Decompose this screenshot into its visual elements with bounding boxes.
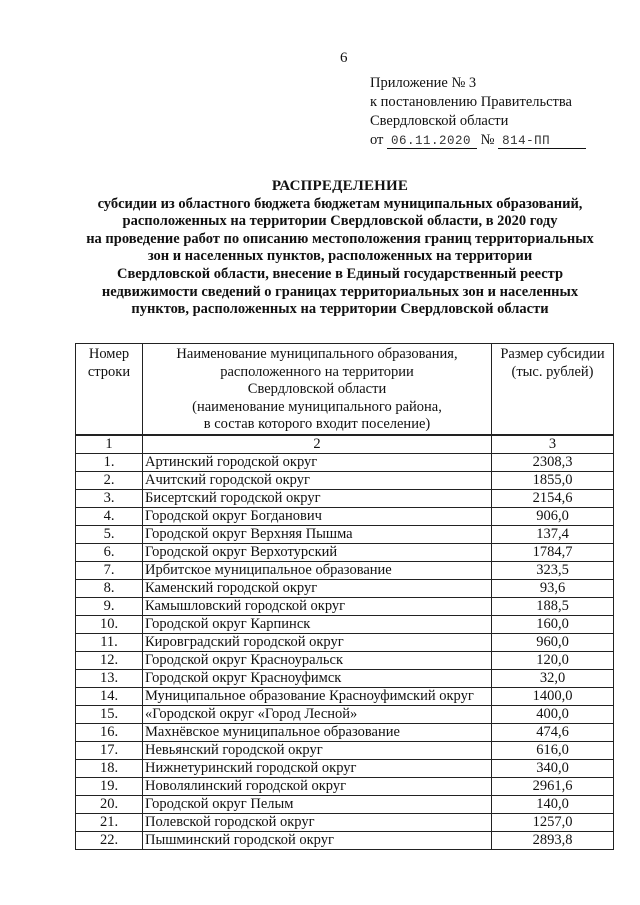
municipality-name: Артинский городской округ: [143, 453, 492, 471]
row-number: 11.: [76, 633, 143, 651]
table-row: [76, 813, 614, 831]
header-text: Наименование муниципального образования,: [176, 346, 458, 362]
municipality-name: Новолялинский городской округ: [143, 777, 492, 795]
table-row: [76, 615, 614, 633]
page-number: 6: [340, 50, 348, 66]
distribution-table: [75, 343, 614, 850]
header-municipality-name: [143, 344, 492, 435]
municipality-name: Полевской городской округ: [143, 813, 492, 831]
table-row: [76, 471, 614, 489]
row-number: 9.: [76, 597, 143, 615]
row-number: 2.: [76, 471, 143, 489]
subsidy-amount: 474,6: [492, 723, 614, 741]
appendix-region: Свердловской области: [370, 113, 509, 129]
table-header-row: [76, 344, 614, 435]
resolution-number: 814-ПП: [498, 134, 586, 149]
column-index: 2: [143, 435, 492, 454]
municipality-name: Пышминский городской округ: [143, 831, 492, 849]
appendix-reference: к постановлению Правительства: [370, 94, 572, 110]
row-number: 4.: [76, 507, 143, 525]
municipality-name: Городской округ Верхотурский: [143, 543, 492, 561]
table-row: [76, 741, 614, 759]
subsidy-amount: 2893,8: [492, 831, 614, 849]
municipality-name: Городской округ Красноуфимск: [143, 669, 492, 687]
date-prefix: от: [370, 132, 384, 148]
municipality-name: Каменский городской округ: [143, 579, 492, 597]
municipality-name: «Городской округ «Город Лесной»: [143, 705, 492, 723]
row-number: 5.: [76, 525, 143, 543]
municipality-name: Нижнетуринский городской округ: [143, 759, 492, 777]
header-text: (тыс. рублей): [511, 363, 594, 380]
row-number: 17.: [76, 741, 143, 759]
header-text: Размер субсидии: [500, 346, 605, 362]
row-number: 22.: [76, 831, 143, 849]
municipality-name: Городской округ Верхняя Пышма: [143, 525, 492, 543]
row-number: 15.: [76, 705, 143, 723]
municipality-name: Ирбитское муниципальное образование: [143, 561, 492, 579]
municipality-name: Невьянский городской округ: [143, 741, 492, 759]
number-prefix: №: [480, 132, 495, 148]
header-row-number: [76, 344, 143, 435]
table-row: [76, 705, 614, 723]
table-row: [76, 525, 614, 543]
table-body: [76, 453, 614, 849]
document-title: [60, 178, 620, 319]
table-row: [76, 759, 614, 777]
subsidy-amount: 1400,0: [492, 687, 614, 705]
table-row: [76, 489, 614, 507]
row-number: 10.: [76, 615, 143, 633]
subsidy-amount: 32,0: [492, 669, 614, 687]
title-line: недвижимости сведений о границах территориальных зон и населенных: [101, 283, 579, 300]
resolution-date: 06.11.2020: [387, 134, 477, 149]
table-row: [76, 651, 614, 669]
row-number: 19.: [76, 777, 143, 795]
municipality-name: Городской округ Карпинск: [143, 615, 492, 633]
table-row: [76, 633, 614, 651]
table-row: [76, 597, 614, 615]
title-line: зон и населенных пунктов, расположенных на территории: [147, 248, 533, 265]
subsidy-amount: 93,6: [492, 579, 614, 597]
table-row: [76, 831, 614, 849]
header-text: в состав которого входит поселение): [203, 416, 431, 432]
subsidy-amount: 960,0: [492, 633, 614, 651]
row-number: 12.: [76, 651, 143, 669]
table-row: [76, 777, 614, 795]
municipality-name: Бисертский городской округ: [143, 489, 492, 507]
row-number: 18.: [76, 759, 143, 777]
row-number: 13.: [76, 669, 143, 687]
municipality-name: Городской округ Богданович: [143, 507, 492, 525]
subsidy-amount: 1784,7: [492, 543, 614, 561]
row-number: 1.: [76, 453, 143, 471]
row-number: 7.: [76, 561, 143, 579]
title-line: субсидии из областного бюджета бюджетам муниципальных образований,: [97, 195, 583, 212]
table-row: [76, 795, 614, 813]
subsidy-amount: 160,0: [492, 615, 614, 633]
subsidy-amount: 1855,0: [492, 471, 614, 489]
row-number: 6.: [76, 543, 143, 561]
municipality-name: Городской округ Красноуральск: [143, 651, 492, 669]
subsidy-amount: 340,0: [492, 759, 614, 777]
subsidy-amount: 616,0: [492, 741, 614, 759]
subsidy-amount: 400,0: [492, 705, 614, 723]
municipality-name: Муниципальное образование Красноуфимский округ: [143, 687, 492, 705]
subsidy-amount: 906,0: [492, 507, 614, 525]
column-index-row: [76, 435, 614, 454]
municipality-name: Махнёвское муниципальное образование: [143, 723, 492, 741]
appendix-title: Приложение № 3: [370, 75, 477, 91]
header-text: (наименование муниципального района,: [192, 398, 442, 415]
table-row: [76, 543, 614, 561]
subsidy-amount: 140,0: [492, 795, 614, 813]
row-number: 21.: [76, 813, 143, 831]
subsidy-amount: 137,4: [492, 525, 614, 543]
row-number: 20.: [76, 795, 143, 813]
header-subsidy-amount: [492, 344, 614, 435]
header-text: строки: [87, 363, 131, 380]
subsidy-amount: 120,0: [492, 651, 614, 669]
table-row: [76, 687, 614, 705]
appendix-date-number: [370, 131, 586, 150]
subsidy-amount: 1257,0: [492, 813, 614, 831]
header-text: Свердловской области: [247, 381, 387, 397]
table-row: [76, 507, 614, 525]
header-text: расположенного на территории: [220, 363, 414, 380]
subsidy-amount: 323,5: [492, 561, 614, 579]
table-row: [76, 669, 614, 687]
column-index: 1: [76, 435, 143, 454]
municipality-name: Городской округ Пелым: [143, 795, 492, 813]
table-row: [76, 723, 614, 741]
row-number: 3.: [76, 489, 143, 507]
title-line: пунктов, расположенных на территории Свердловской области: [131, 301, 549, 318]
table-row: [76, 579, 614, 597]
table-row: [76, 561, 614, 579]
row-number: 16.: [76, 723, 143, 741]
subsidy-amount: 2308,3: [492, 453, 614, 471]
municipality-name: Кировградский городской округ: [143, 633, 492, 651]
title-line: расположенных на территории Свердловской области, в 2020 году: [122, 213, 558, 230]
title-heading: РАСПРЕДЕЛЕНИЕ: [271, 178, 409, 194]
header-text: Номер: [88, 346, 130, 362]
municipality-name: Ачитский городской округ: [143, 471, 492, 489]
municipality-name: Камышловский городской округ: [143, 597, 492, 615]
row-number: 8.: [76, 579, 143, 597]
subsidy-amount: 2154,6: [492, 489, 614, 507]
title-line: Свердловской области, внесение в Единый государственный реестр: [116, 265, 564, 282]
row-number: 14.: [76, 687, 143, 705]
appendix-block: [370, 74, 586, 150]
column-index: 3: [492, 435, 614, 454]
subsidy-amount: 2961,6: [492, 777, 614, 795]
table-row: [76, 453, 614, 471]
title-line: на проведение работ по описанию местоположения границ территориальных: [86, 230, 594, 247]
subsidy-amount: 188,5: [492, 597, 614, 615]
